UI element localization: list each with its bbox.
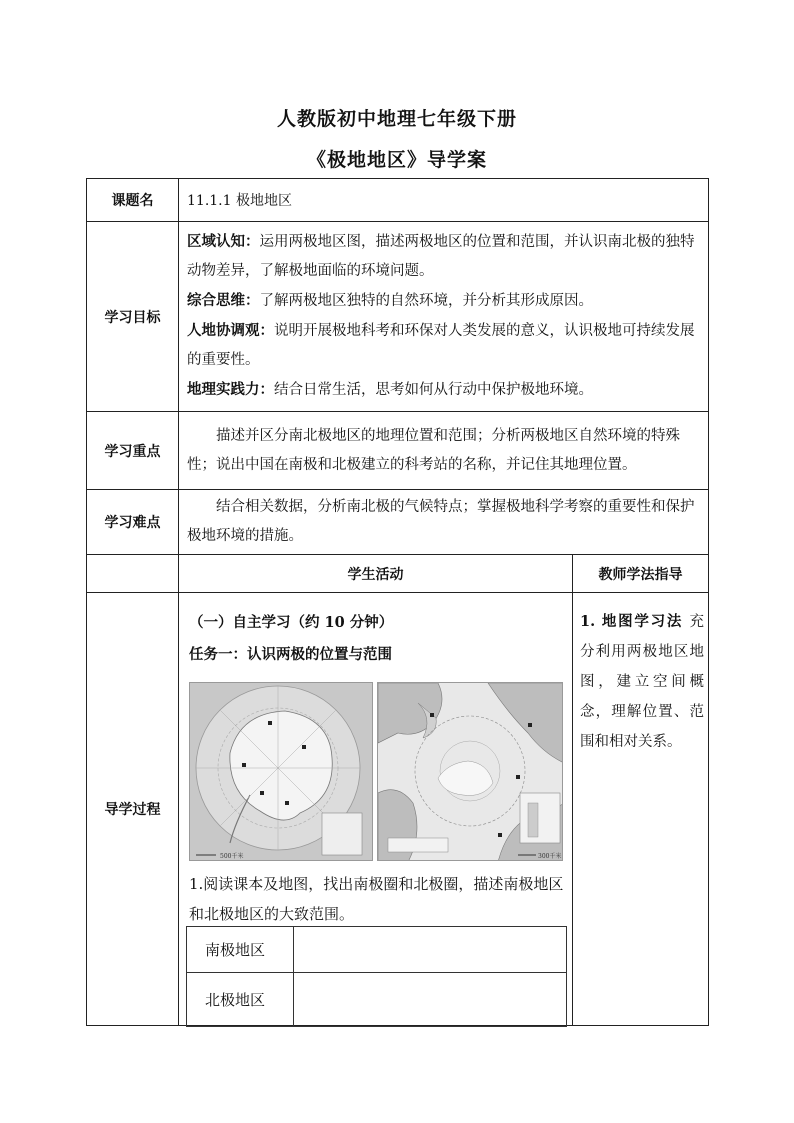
teacher-guidance-cell [572,592,709,1026]
goal-harmony: 人地协调观：说明开展极地科考和环保对人类发展的意义，认识极地可持续发展的重要性。 [187,322,695,368]
key-label: 学习重点 [104,443,161,460]
topic-label: 课题名 [111,193,154,209]
difficulty-label: 学习难点 [104,515,161,531]
teacher-guidance-text: 1. 地图学习法 充分利用两极地区地图，建立空间概念，理解位置、范围和相对关系。 [580,613,705,750]
key-content-cell [178,411,709,490]
question-1: 1.阅读课本及地图，找出南极圈和北极圈，描述南极地区和北极地区的大致范围。 [189,875,564,923]
answer-row-north-label: 北极地区 [205,991,266,1009]
answer-row-south-label: 南极地区 [205,941,266,959]
difficulty-content-cell [178,489,709,555]
header-empty-cell [86,554,179,593]
goals-label-cell [86,221,179,412]
document-title: 人教版初中地理七年级下册 [276,108,517,130]
answer-field-north[interactable] [293,972,567,1027]
key-text: 描述并区分南北极地区的地理位置和范围；分析两极地区自然环境的特殊性；说出中国在南极和北极建立的科考站的名称，并记住其地理位置。 [187,428,680,473]
key-label-cell [86,411,179,490]
process-label-cell [86,592,179,1026]
teacher-guidance-header: 教师学法指导 [572,554,709,593]
goals-label: 学习目标 [104,309,161,326]
goal-synthesis: 综合思维：了解两极地区独特的自然环境，并分析其形成原因。 [187,292,593,309]
answer-row-north [186,972,294,1027]
student-activity-header: 学生活动 [178,554,573,593]
section-title: （一）自主学习（约 10 分钟） [189,614,394,631]
goal-regional: 区域认知：运用两极地区图，描述两极地区的位置和范围，并认识南北极的独特动物差异，了解极地面临的环境问题。 [187,233,695,279]
process-label: 导学过程 [104,802,161,818]
answer-field-south[interactable] [293,926,567,973]
goals-content-cell [178,221,709,412]
document-subtitle: 《极地地区》导学案 [306,149,487,171]
north-map-scale: 300千米 [538,853,562,860]
answer-row-south [186,926,294,973]
topic-label-cell [86,178,179,222]
goal-practice: 地理实践力：结合日常生活，思考如何从行动中保护极地环境。 [187,381,593,398]
task-title: 任务一：认识两极的位置与范围 [189,646,392,663]
topic-value-cell [178,178,709,222]
south-polar-map [189,682,373,861]
topic-value: 11.1.1 极地地区 [187,193,292,209]
south-map-scale: 500千米 [220,853,244,860]
difficulty-label-cell [86,489,179,555]
north-polar-map [377,682,563,861]
difficulty-text: 结合相关数据，分析南北极的气候特点；掌握极地科学考察的重要性和保护极地环境的措施。 [187,499,695,544]
north-polar-map-graphic [378,683,563,861]
teacher-guidance-method: 1. 地图学习法 [580,613,684,630]
south-polar-map-graphic [190,683,373,861]
student-activity-cell [178,592,573,1026]
